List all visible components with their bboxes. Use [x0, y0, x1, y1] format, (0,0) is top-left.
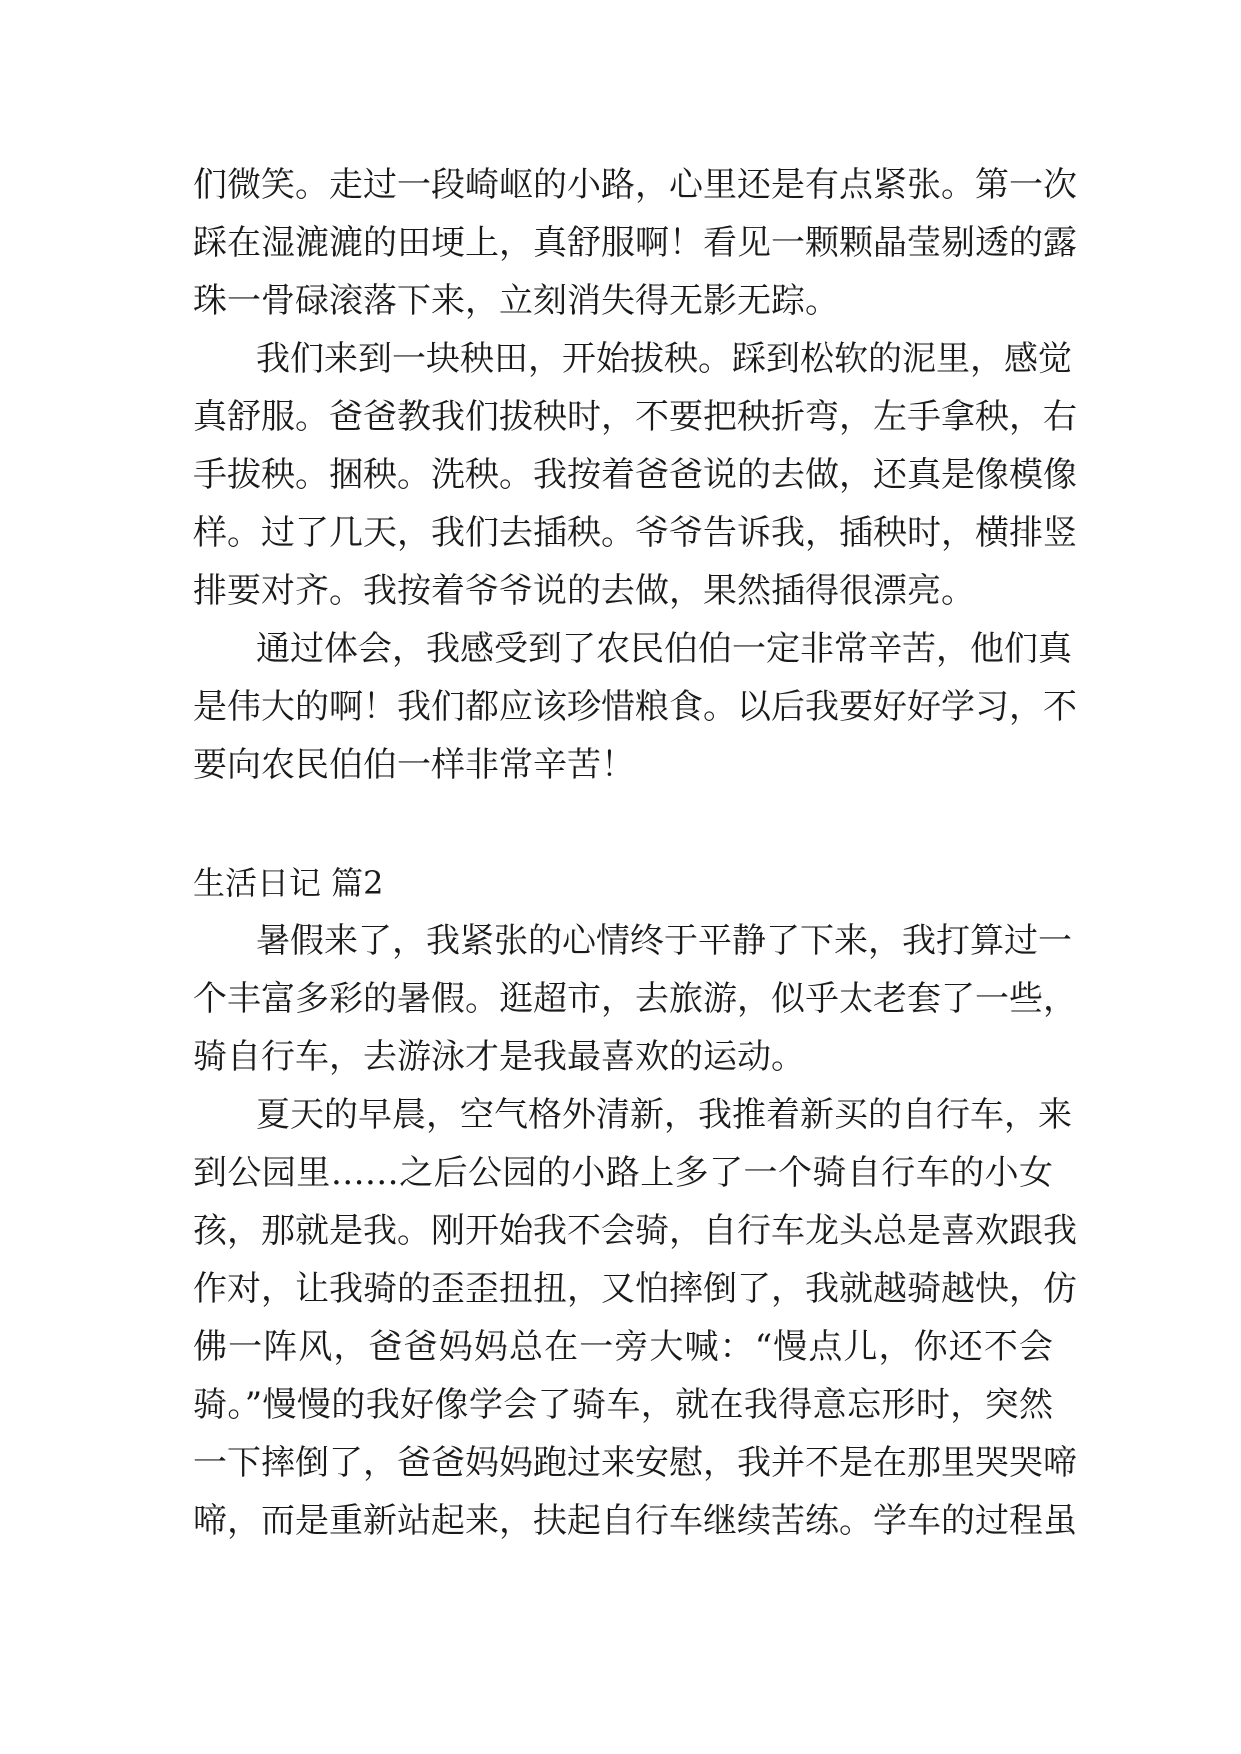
paragraph-line: 个丰富多彩的暑假。逛超市，去旅游，似乎太老套了一些，	[193, 979, 1077, 1019]
paragraph-line: 要向农民伯伯一样非常辛苦！	[193, 745, 635, 785]
paragraph-line: 骑。”慢慢的我好像学会了骑车，就在我得意忘形时，突然	[193, 1385, 1053, 1425]
paragraph-line: 是伟大的啊！我们都应该珍惜粮食。以后我要好好学习，不	[193, 687, 1077, 727]
paragraph-line: 我们来到一块秧田，开始拔秧。踩到松软的泥里，感觉	[256, 339, 1072, 379]
paragraph-line: 作对，让我骑的歪歪扭扭，又怕摔倒了，我就越骑越快，仿	[193, 1269, 1077, 1309]
paragraph-line: 佛一阵风，爸爸妈妈总在一旁大喊：“慢点儿，你还不会	[193, 1327, 1053, 1367]
paragraph-line: 手拔秧。捆秧。洗秧。我按着爸爸说的去做，还真是像模像	[193, 455, 1077, 495]
paragraph-line: 暑假来了，我紧张的心情终于平静了下来，我打算过一	[256, 921, 1072, 961]
paragraph-line: 骑自行车，去游泳才是我最喜欢的运动。	[193, 1037, 805, 1077]
paragraph-line: 踩在湿漉漉的田埂上，真舒服啊！看见一颗颗晶莹剔透的露	[193, 223, 1077, 263]
paragraph-line: 样。过了几天，我们去插秧。爷爷告诉我，插秧时，横排竖	[193, 513, 1077, 553]
paragraph-line: 孩，那就是我。刚开始我不会骑，自行车龙头总是喜欢跟我	[193, 1211, 1077, 1251]
paragraph-line: 夏天的早晨，空气格外清新，我推着新买的自行车，来	[256, 1095, 1072, 1135]
paragraph-line: 到公园里……之后公园的小路上多了一个骑自行车的小女	[193, 1153, 1053, 1193]
paragraph-line: 们微笑。走过一段崎岖的小路，心里还是有点紧张。第一次	[193, 165, 1077, 205]
paragraph-line: 一下摔倒了，爸爸妈妈跑过来安慰，我并不是在那里哭哭啼	[193, 1443, 1077, 1483]
paragraph-line: 珠一骨碌滚落下来，立刻消失得无影无踪。	[193, 281, 839, 321]
paragraph-line: 啼，而是重新站起来，扶起自行车继续苦练。学车的过程虽	[193, 1501, 1077, 1541]
section-heading: 生活日记 篇2	[193, 864, 384, 902]
paragraph-line: 真舒服。爸爸教我们拔秧时，不要把秧折弯，左手拿秧，右	[193, 397, 1077, 437]
paragraph-line: 通过体会，我感受到了农民伯伯一定非常辛苦，他们真	[256, 629, 1072, 669]
paragraph-line: 排要对齐。我按着爷爷说的去做，果然插得很漂亮。	[193, 571, 975, 611]
